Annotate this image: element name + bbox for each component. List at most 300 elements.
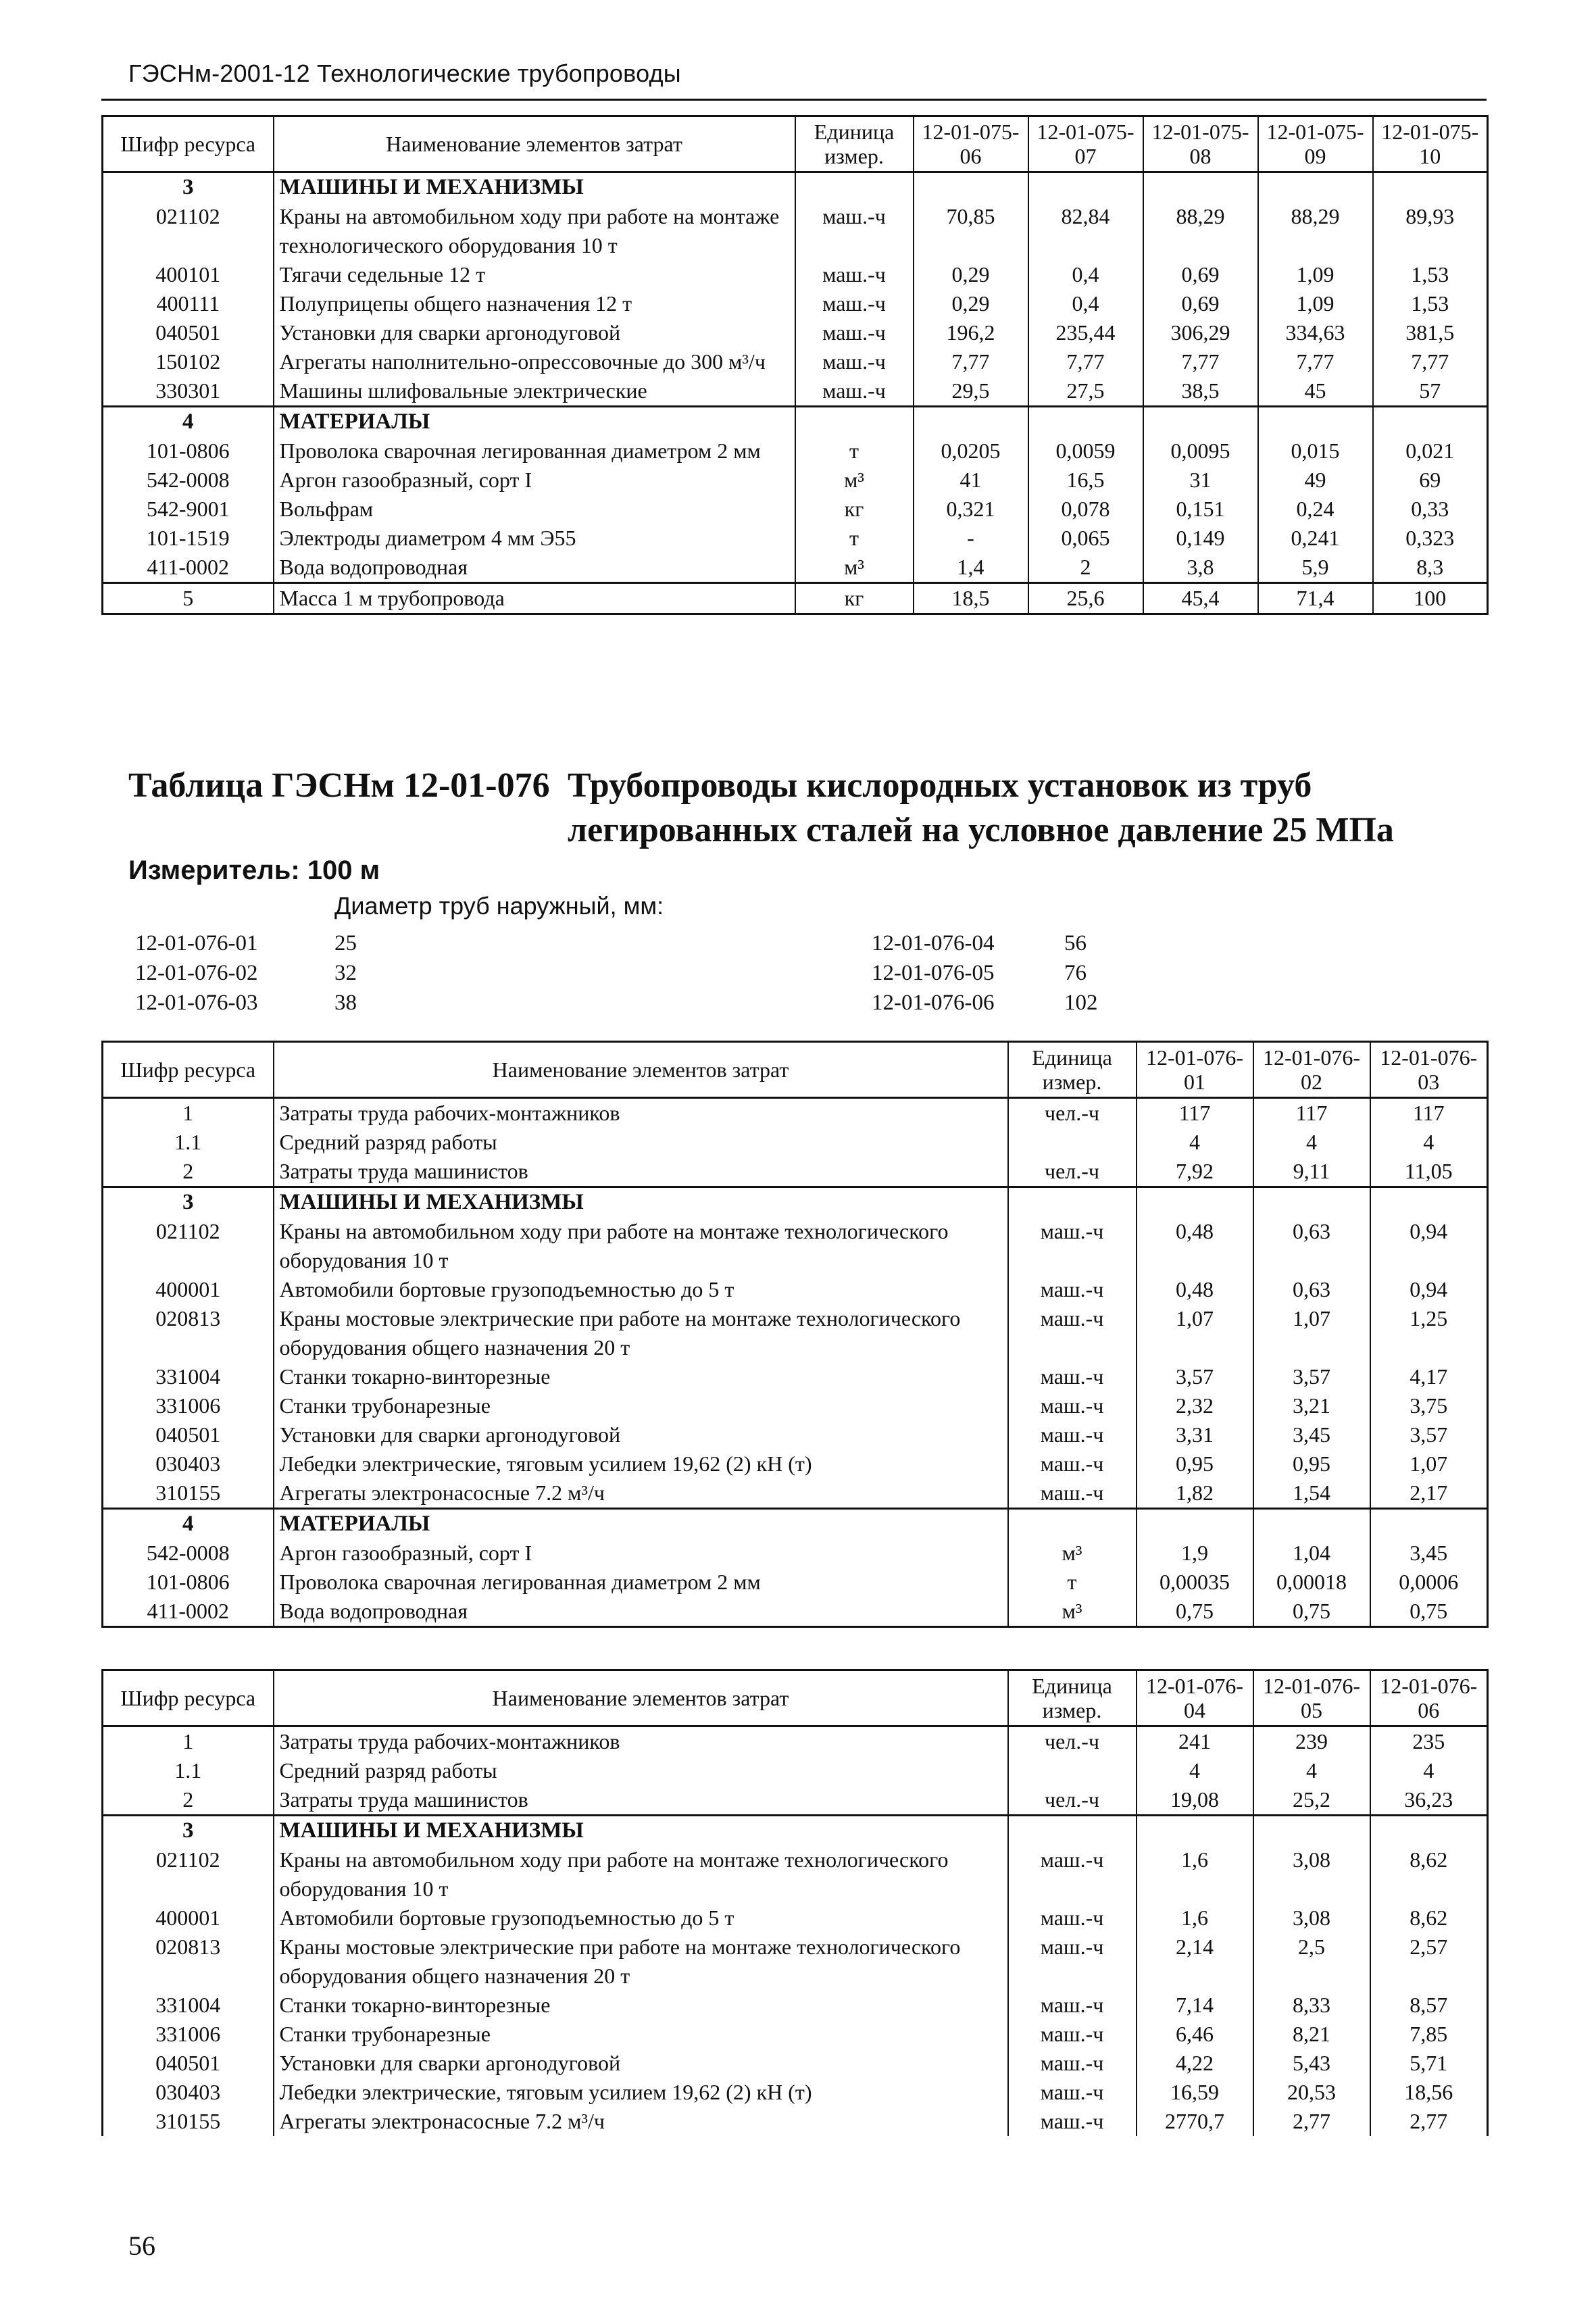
resource-value: 0,0059 xyxy=(1028,437,1143,466)
resource-value xyxy=(1028,407,1143,437)
table-row xyxy=(103,466,1488,495)
resource-value: 38,5 xyxy=(1143,376,1258,407)
column-header: 12-01-075-10 xyxy=(1373,116,1488,172)
resource-value: 0,63 xyxy=(1253,1217,1370,1275)
resource-value xyxy=(1258,407,1373,437)
resource-unit: маш.-ч xyxy=(1008,2020,1137,2049)
column-header: 12-01-076-02 xyxy=(1253,1042,1370,1098)
column-header: Наименование элементов затрат xyxy=(274,1670,1008,1726)
resource-value: 11,05 xyxy=(1370,1157,1488,1187)
table-row xyxy=(103,1449,1488,1478)
resource-value: 0,29 xyxy=(914,289,1028,318)
resource-name: Лебедки электрические, тяговым усилием 19,62 (2) кН (т) xyxy=(274,2078,1008,2107)
resource-value: 235,44 xyxy=(1028,318,1143,347)
resource-value: 117 xyxy=(1253,1098,1370,1128)
resource-value xyxy=(1373,172,1488,203)
resource-value: 1,04 xyxy=(1253,1539,1370,1568)
resource-name: Станки трубонарезные xyxy=(274,1391,1008,1420)
resource-code: 4 xyxy=(103,1509,274,1539)
resource-table-075 xyxy=(101,115,1489,615)
table-row xyxy=(103,495,1488,524)
resource-value: 3,45 xyxy=(1253,1420,1370,1449)
resource-value: 3,45 xyxy=(1370,1539,1488,1568)
column-header: 12-01-076-05 xyxy=(1253,1670,1370,1726)
resource-value: 25,6 xyxy=(1028,583,1143,614)
resource-unit: чел.-ч xyxy=(1008,1785,1137,1816)
diameter-value: 102 xyxy=(1064,991,1098,1015)
resource-name: Станки токарно-винторезные xyxy=(274,1362,1008,1391)
resource-name: Проволока сварочная легированная диаметром 2 мм xyxy=(274,437,795,466)
resource-name: Аргон газообразный, сорт I xyxy=(274,1539,1008,1568)
resource-value: 0,015 xyxy=(1258,437,1373,466)
resource-value: 2,17 xyxy=(1370,1478,1488,1509)
resource-code: 331004 xyxy=(103,1362,274,1391)
resource-value: 0,94 xyxy=(1370,1217,1488,1275)
resource-name: Краны на автомобильном ходу при работе на монтаже технологического оборудования 10 т xyxy=(274,202,795,260)
resource-value: 0,00018 xyxy=(1253,1568,1370,1597)
resource-name: Вольфрам xyxy=(274,495,795,524)
resource-value xyxy=(1370,1187,1488,1218)
measure-unit: Измеритель: 100 м xyxy=(128,855,380,885)
resource-value: 1,4 xyxy=(914,553,1028,583)
resource-name: МАШИНЫ И МЕХАНИЗМЫ xyxy=(274,1187,1008,1218)
resource-name: МАТЕРИАЛЫ xyxy=(274,1509,1008,1539)
resource-code: 2 xyxy=(103,1157,274,1187)
resource-value: 8,62 xyxy=(1370,1845,1488,1903)
diameter-code: 12-01-076-05 xyxy=(872,961,995,985)
resource-unit: маш.-ч xyxy=(795,289,914,318)
resource-value: 4,22 xyxy=(1137,2049,1253,2078)
resource-value: 3,57 xyxy=(1253,1362,1370,1391)
resource-value: 3,57 xyxy=(1137,1362,1253,1391)
resource-value: 239 xyxy=(1253,1726,1370,1757)
resource-unit xyxy=(1008,1756,1137,1785)
resource-value: 0,94 xyxy=(1370,1275,1488,1304)
resource-name: Краны на автомобильном ходу при работе на монтаже технологического оборудования 10 т xyxy=(274,1217,1008,1275)
resource-value: 0,078 xyxy=(1028,495,1143,524)
resource-name: Установки для сварки аргонодуговой xyxy=(274,1420,1008,1449)
resource-name: Станки токарно-винторезные xyxy=(274,1991,1008,2020)
diameter-code: 12-01-076-04 xyxy=(872,931,995,955)
resource-code: 400101 xyxy=(103,260,274,289)
resource-value: 235 xyxy=(1370,1726,1488,1757)
resource-value: 9,11 xyxy=(1253,1157,1370,1187)
resource-value: 1,54 xyxy=(1253,1478,1370,1509)
resource-name: Вода водопроводная xyxy=(274,1597,1008,1627)
resource-value: 0,065 xyxy=(1028,524,1143,553)
resource-value: 0,29 xyxy=(914,260,1028,289)
section-row xyxy=(103,1509,1488,1539)
resource-value: 7,77 xyxy=(1028,347,1143,376)
resource-unit: м³ xyxy=(795,466,914,495)
resource-code: 040501 xyxy=(103,2049,274,2078)
resource-name: МАШИНЫ И МЕХАНИЗМЫ xyxy=(274,172,795,203)
resource-value: 2,57 xyxy=(1370,1933,1488,1991)
resource-name: Затраты труда рабочих-монтажников xyxy=(274,1098,1008,1128)
resource-code: 411-0002 xyxy=(103,1597,274,1627)
resource-value: 1,07 xyxy=(1370,1449,1488,1478)
diameter-label: Диаметр труб наружный, мм: xyxy=(334,892,664,920)
resource-value: 0,75 xyxy=(1253,1597,1370,1627)
table-row xyxy=(103,1845,1488,1903)
resource-unit xyxy=(1008,1128,1137,1157)
resource-value: 1,6 xyxy=(1137,1903,1253,1933)
resource-unit: маш.-ч xyxy=(795,318,914,347)
resource-unit: м³ xyxy=(1008,1597,1137,1627)
resource-value: 0,149 xyxy=(1143,524,1258,553)
resource-unit: чел.-ч xyxy=(1008,1726,1137,1757)
resource-name: Вода водопроводная xyxy=(274,553,795,583)
resource-unit: маш.-ч xyxy=(1008,1903,1137,1933)
resource-code: 030403 xyxy=(103,2078,274,2107)
resource-value: 45,4 xyxy=(1143,583,1258,614)
diameter-code: 12-01-076-06 xyxy=(872,991,995,1015)
resource-value: 3,21 xyxy=(1253,1391,1370,1420)
resource-value: 5,71 xyxy=(1370,2049,1488,2078)
resource-value: 0,0205 xyxy=(914,437,1028,466)
running-head: ГЭСНм-2001-12 Технологические трубопроводы xyxy=(128,59,681,87)
resource-unit: маш.-ч xyxy=(795,260,914,289)
resource-value: 6,46 xyxy=(1137,2020,1253,2049)
resource-value: 0,241 xyxy=(1258,524,1373,553)
resource-value: 3,08 xyxy=(1253,1845,1370,1903)
resource-code: 3 xyxy=(103,172,274,203)
resource-value xyxy=(1253,1816,1370,1846)
resource-value: 0,0095 xyxy=(1143,437,1258,466)
resource-code: 040501 xyxy=(103,318,274,347)
resource-code: 400111 xyxy=(103,289,274,318)
resource-value: 27,5 xyxy=(1028,376,1143,407)
table-row xyxy=(103,1362,1488,1391)
resource-value: 4 xyxy=(1137,1756,1253,1785)
resource-value: 18,5 xyxy=(914,583,1028,614)
diameter-code: 12-01-076-02 xyxy=(135,961,258,985)
resource-value: 8,21 xyxy=(1253,2020,1370,2049)
table-header-row xyxy=(103,1042,1488,1098)
resource-unit: маш.-ч xyxy=(1008,1217,1137,1275)
resource-value: 0,021 xyxy=(1373,437,1488,466)
resource-unit: маш.-ч xyxy=(1008,1478,1137,1509)
resource-value: 0,69 xyxy=(1143,289,1258,318)
resource-unit: маш.-ч xyxy=(795,202,914,260)
resource-name: Полуприцепы общего назначения 12 т xyxy=(274,289,795,318)
resource-name: Аргон газообразный, сорт I xyxy=(274,466,795,495)
table-row xyxy=(103,289,1488,318)
resource-value: 2,32 xyxy=(1137,1391,1253,1420)
resource-name: Агрегаты наполнительно-опрессовочные до 300 м³/ч xyxy=(274,347,795,376)
resource-code: 542-9001 xyxy=(103,495,274,524)
resource-value xyxy=(1137,1509,1253,1539)
resource-code: 1 xyxy=(103,1726,274,1757)
resource-unit: маш.-ч xyxy=(1008,1449,1137,1478)
resource-value: 45 xyxy=(1258,376,1373,407)
resource-name: Средний разряд работы xyxy=(274,1756,1008,1785)
table-row xyxy=(103,1597,1488,1627)
resource-unit: т xyxy=(795,524,914,553)
resource-value: 2770,7 xyxy=(1137,2107,1253,2136)
resource-unit: маш.-ч xyxy=(1008,1304,1137,1362)
resource-code: 542-0008 xyxy=(103,466,274,495)
resource-code: 020813 xyxy=(103,1933,274,1991)
resource-unit: маш.-ч xyxy=(1008,2078,1137,2107)
resource-value: 2,5 xyxy=(1253,1933,1370,1991)
table-row xyxy=(103,1098,1488,1128)
resource-value: 306,29 xyxy=(1143,318,1258,347)
resource-name: Краны мостовые электрические при работе на монтаже технологического оборудования общего назначения 20 т xyxy=(274,1304,1008,1362)
resource-unit: маш.-ч xyxy=(1008,1991,1137,2020)
resource-value xyxy=(1143,172,1258,203)
resource-value: 1,07 xyxy=(1137,1304,1253,1362)
table-row xyxy=(103,1568,1488,1597)
resource-code: 030403 xyxy=(103,1449,274,1478)
resource-value: 16,5 xyxy=(1028,466,1143,495)
resource-code: 310155 xyxy=(103,1478,274,1509)
resource-name: Масса 1 м трубопровода xyxy=(274,583,795,614)
resource-value xyxy=(1253,1187,1370,1218)
resource-name: Проволока сварочная легированная диаметром 2 мм xyxy=(274,1568,1008,1597)
resource-value: 1,6 xyxy=(1137,1845,1253,1903)
resource-name: Электроды диаметром 4 мм Э55 xyxy=(274,524,795,553)
table-row xyxy=(103,376,1488,407)
table-row xyxy=(103,1157,1488,1187)
resource-code: 021102 xyxy=(103,1845,274,1903)
resource-code: 330301 xyxy=(103,376,274,407)
resource-name: Агрегаты электронасосные 7.2 м³/ч xyxy=(274,2107,1008,2136)
resource-value: 1,53 xyxy=(1373,260,1488,289)
resource-value xyxy=(1373,407,1488,437)
header-rule xyxy=(101,99,1487,101)
table-row xyxy=(103,2020,1488,2049)
resource-name: МАШИНЫ И МЕХАНИЗМЫ xyxy=(274,1816,1008,1846)
resource-value xyxy=(1143,407,1258,437)
resource-value: 1,25 xyxy=(1370,1304,1488,1362)
table-row xyxy=(103,1478,1488,1509)
table-title-label: Таблица ГЭСНм 12-01-076 xyxy=(128,766,550,805)
resource-unit: маш.-ч xyxy=(1008,2107,1137,2136)
resource-value: 1,9 xyxy=(1137,1539,1253,1568)
resource-unit: маш.-ч xyxy=(1008,1275,1137,1304)
table-row xyxy=(103,1726,1488,1757)
resource-code: 331006 xyxy=(103,2020,274,2049)
resource-value: 1,82 xyxy=(1137,1478,1253,1509)
table-row xyxy=(103,1756,1488,1785)
resource-value: 8,3 xyxy=(1373,553,1488,583)
resource-value: 1,09 xyxy=(1258,260,1373,289)
resource-code: 310155 xyxy=(103,2107,274,2136)
resource-name: Затраты труда машинистов xyxy=(274,1785,1008,1816)
resource-value: 5,9 xyxy=(1258,553,1373,583)
resource-value xyxy=(914,407,1028,437)
resource-code: 331006 xyxy=(103,1391,274,1420)
resource-value: 25,2 xyxy=(1253,1785,1370,1816)
column-header: Наименование элементов затрат xyxy=(274,1042,1008,1098)
resource-value: 0,323 xyxy=(1373,524,1488,553)
resource-value: 0,48 xyxy=(1137,1275,1253,1304)
column-header: 12-01-076-03 xyxy=(1370,1042,1488,1098)
table-row xyxy=(103,1304,1488,1362)
resource-code: 5 xyxy=(103,583,274,614)
resource-table-076-b xyxy=(101,1669,1489,2136)
resource-name: Краны на автомобильном ходу при работе на монтаже технологического оборудования 10 т xyxy=(274,1845,1008,1903)
resource-code: 101-1519 xyxy=(103,524,274,553)
resource-value: 7,77 xyxy=(1143,347,1258,376)
column-header: 12-01-075-06 xyxy=(914,116,1028,172)
column-header: 12-01-076-01 xyxy=(1137,1042,1253,1098)
resource-value: 1,53 xyxy=(1373,289,1488,318)
resource-name: Установки для сварки аргонодуговой xyxy=(274,318,795,347)
table-row xyxy=(103,2107,1488,2136)
resource-value: 334,63 xyxy=(1258,318,1373,347)
resource-value: 100 xyxy=(1373,583,1488,614)
table-row xyxy=(103,1933,1488,1991)
resource-unit xyxy=(795,407,914,437)
section-row xyxy=(103,1816,1488,1846)
resource-unit: м³ xyxy=(795,553,914,583)
resource-value: 8,62 xyxy=(1370,1903,1488,1933)
resource-value xyxy=(1258,172,1373,203)
resource-value: 69 xyxy=(1373,466,1488,495)
resource-code: 4 xyxy=(103,407,274,437)
resource-value: 0,95 xyxy=(1253,1449,1370,1478)
column-header: Шифр ресурса xyxy=(103,1042,274,1098)
resource-value: 0,4 xyxy=(1028,260,1143,289)
resource-name: Станки трубонарезные xyxy=(274,2020,1008,2049)
resource-value: 1,07 xyxy=(1253,1304,1370,1362)
resource-value: 0,24 xyxy=(1258,495,1373,524)
table-row xyxy=(103,2049,1488,2078)
resource-value xyxy=(1028,172,1143,203)
resource-name: Краны мостовые электрические при работе на монтаже технологического оборудования общего назначения 20 т xyxy=(274,1933,1008,1991)
resource-name: Автомобили бортовые грузоподъемностью до 5 т xyxy=(274,1903,1008,1933)
resource-name: Автомобили бортовые грузоподъемностью до 5 т xyxy=(274,1275,1008,1304)
resource-code: 331004 xyxy=(103,1991,274,2020)
table-row xyxy=(103,1391,1488,1420)
resource-value: 3,57 xyxy=(1370,1420,1488,1449)
resource-value: 4 xyxy=(1253,1128,1370,1157)
table-row xyxy=(103,1785,1488,1816)
column-header: Наименование элементов затрат xyxy=(274,116,795,172)
resource-value: 0,69 xyxy=(1143,260,1258,289)
resource-unit: т xyxy=(795,437,914,466)
resource-value: 241 xyxy=(1137,1726,1253,1757)
diameter-value: 32 xyxy=(334,961,357,985)
table-title-text: Трубопроводы кислородных установок из труб легированных сталей на условное давление 25 МПа xyxy=(568,766,1394,849)
resource-value: 3,08 xyxy=(1253,1903,1370,1933)
resource-value: 117 xyxy=(1137,1098,1253,1128)
table-row xyxy=(103,2078,1488,2107)
resource-unit: чел.-ч xyxy=(1008,1157,1137,1187)
resource-unit: маш.-ч xyxy=(1008,1420,1137,1449)
diameter-value: 25 xyxy=(334,931,357,955)
resource-value: 5,43 xyxy=(1253,2049,1370,2078)
resource-value: 82,84 xyxy=(1028,202,1143,260)
resource-code: 1.1 xyxy=(103,1128,274,1157)
diameter-code: 12-01-076-03 xyxy=(135,991,258,1015)
resource-value: 2,77 xyxy=(1253,2107,1370,2136)
resource-name: Затраты труда машинистов xyxy=(274,1157,1008,1187)
resource-unit xyxy=(1008,1816,1137,1846)
resource-value: 0,75 xyxy=(1370,1597,1488,1627)
resource-value: 7,14 xyxy=(1137,1991,1253,2020)
section-row xyxy=(103,407,1488,437)
resource-name: Лебедки электрические, тяговым усилием 19,62 (2) кН (т) xyxy=(274,1449,1008,1478)
resource-value: 16,59 xyxy=(1137,2078,1253,2107)
resource-unit: маш.-ч xyxy=(795,347,914,376)
table-row xyxy=(103,1539,1488,1568)
resource-value: 381,5 xyxy=(1373,318,1488,347)
column-header: Шифр ресурса xyxy=(103,116,274,172)
resource-value: 0,0006 xyxy=(1370,1568,1488,1597)
resource-value: 3,75 xyxy=(1370,1391,1488,1420)
resource-value: 4,17 xyxy=(1370,1362,1488,1391)
diameter-value: 76 xyxy=(1064,961,1087,985)
table-row xyxy=(103,1903,1488,1933)
resource-unit: маш.-ч xyxy=(1008,1933,1137,1991)
resource-value: 117 xyxy=(1370,1098,1488,1128)
table-header-row xyxy=(103,1670,1488,1726)
resource-value xyxy=(914,172,1028,203)
column-header: 12-01-075-08 xyxy=(1143,116,1258,172)
table-row xyxy=(103,1991,1488,2020)
resource-code: 1 xyxy=(103,1098,274,1128)
resource-value: 0,4 xyxy=(1028,289,1143,318)
table-row xyxy=(103,583,1488,614)
resource-value: 89,93 xyxy=(1373,202,1488,260)
column-header: Единица измер. xyxy=(795,116,914,172)
resource-value xyxy=(1370,1816,1488,1846)
table-row xyxy=(103,524,1488,553)
resource-value: 0,63 xyxy=(1253,1275,1370,1304)
resource-unit: маш.-ч xyxy=(1008,1362,1137,1391)
resource-value: 3,31 xyxy=(1137,1420,1253,1449)
resource-value: 70,85 xyxy=(914,202,1028,260)
resource-code: 101-0806 xyxy=(103,437,274,466)
resource-name: Средний разряд работы xyxy=(274,1128,1008,1157)
resource-unit: маш.-ч xyxy=(1008,2049,1137,2078)
column-header: 12-01-076-06 xyxy=(1370,1670,1488,1726)
resource-code: 2 xyxy=(103,1785,274,1816)
resource-unit: кг xyxy=(795,583,914,614)
table-row xyxy=(103,347,1488,376)
resource-value: 3,8 xyxy=(1143,553,1258,583)
resource-name: Затраты труда рабочих-монтажников xyxy=(274,1726,1008,1757)
resource-value xyxy=(1137,1187,1253,1218)
resource-value: 7,77 xyxy=(1258,347,1373,376)
resource-code: 021102 xyxy=(103,202,274,260)
resource-value: 4 xyxy=(1370,1756,1488,1785)
resource-value: 7,92 xyxy=(1137,1157,1253,1187)
resource-value: 4 xyxy=(1253,1756,1370,1785)
diameter-value: 56 xyxy=(1064,931,1087,955)
column-header: 12-01-075-07 xyxy=(1028,116,1143,172)
resource-value: 88,29 xyxy=(1143,202,1258,260)
resource-code: 020813 xyxy=(103,1304,274,1362)
resource-value xyxy=(1370,1509,1488,1539)
resource-name: Установки для сварки аргонодуговой xyxy=(274,2049,1008,2078)
resource-value: 2,77 xyxy=(1370,2107,1488,2136)
column-header: Единица измер. xyxy=(1008,1042,1137,1098)
resource-code: 101-0806 xyxy=(103,1568,274,1597)
resource-value: 18,56 xyxy=(1370,2078,1488,2107)
resource-value: 8,33 xyxy=(1253,1991,1370,2020)
resource-value: 7,85 xyxy=(1370,2020,1488,2049)
resource-code: 411-0002 xyxy=(103,553,274,583)
section-row xyxy=(103,1187,1488,1218)
resource-unit xyxy=(1008,1509,1137,1539)
resource-code: 1.1 xyxy=(103,1756,274,1785)
resource-table-076-a xyxy=(101,1041,1489,1628)
table-row xyxy=(103,1275,1488,1304)
